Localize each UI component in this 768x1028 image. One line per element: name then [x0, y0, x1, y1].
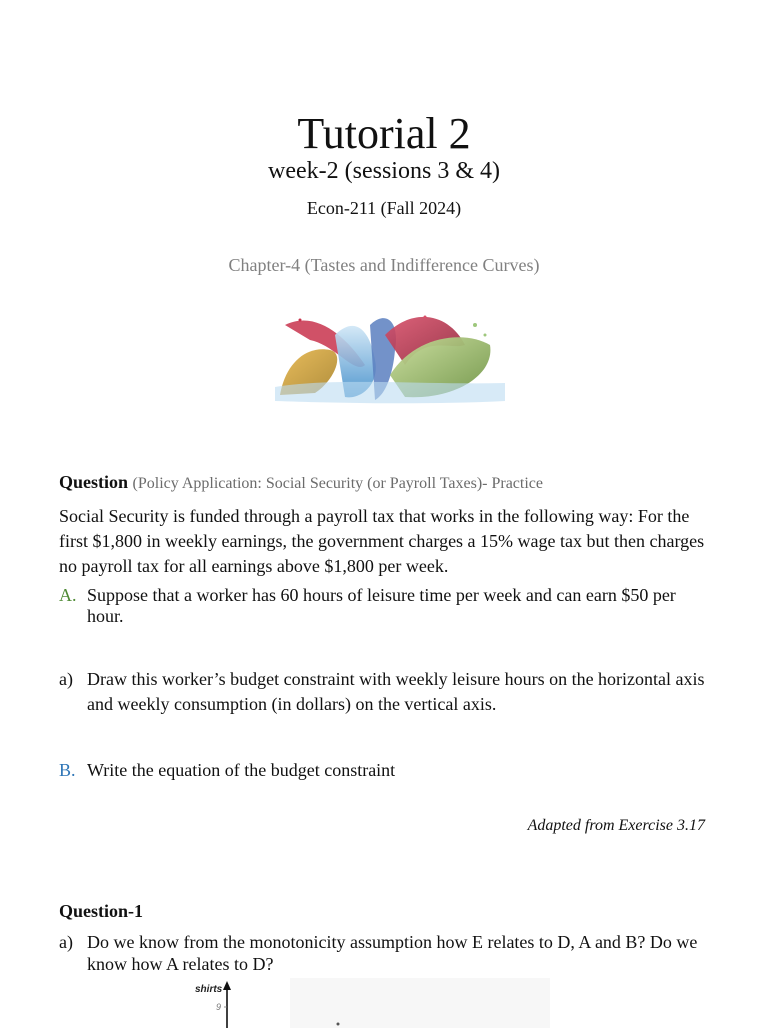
question-item-B	[59, 760, 709, 781]
paint-splash-image	[275, 305, 505, 405]
course-name: Econ-211 (Fall 2024)	[306, 198, 462, 218]
item-marker: a)	[59, 932, 73, 952]
y-axis-label: shirts	[195, 984, 223, 995]
question-topic: (Policy Application: Social Security (or Payroll Taxes)- Practice	[132, 475, 543, 492]
graph-background	[290, 978, 550, 1028]
item-marker: a)	[59, 669, 73, 689]
item-text: Draw this worker’s budget constraint with weekly leisure hours on the horizontal axis and weekly consumption (in dollars) on the vertical axis.	[87, 669, 705, 714]
y-axis-arrow	[223, 981, 231, 990]
y-tick-label: 9	[216, 1002, 222, 1012]
question-heading	[59, 470, 709, 496]
question-item-a	[59, 667, 709, 717]
item-marker: A.	[59, 585, 77, 605]
page-title: Tutorial 2	[297, 109, 471, 158]
item-text: Suppose that a worker has 60 hours of leisure time per week and can earn $50 per hour.	[87, 585, 676, 626]
source-note: Adapted from Exercise 3.17	[527, 817, 705, 834]
item-marker: B.	[59, 760, 76, 780]
question-item-A	[59, 585, 709, 627]
question-1-heading: Question-1	[59, 901, 144, 921]
question-1-item-a	[59, 931, 709, 975]
item-text: Write the equation of the budget constraint	[87, 760, 396, 780]
question-label: Question	[59, 472, 129, 492]
graph-point	[337, 1023, 340, 1026]
item-text: Do we know from the monotonicity assumption how E relates to D, A and B? Do we know how A relates to D?	[87, 932, 698, 974]
page-subtitle: week-2 (sessions 3 & 4)	[268, 158, 500, 184]
indifference-graph	[190, 978, 560, 1028]
chapter-title: Chapter-4 (Tastes and Indifference Curves)	[228, 255, 540, 275]
question-body: Social Security is funded through a payroll tax that works in the following way: For the first $1,800 in weekly earnings, the government charges a 15% wage tax but then charges no payroll tax for all earnings above $1,800 per week.	[59, 506, 705, 576]
